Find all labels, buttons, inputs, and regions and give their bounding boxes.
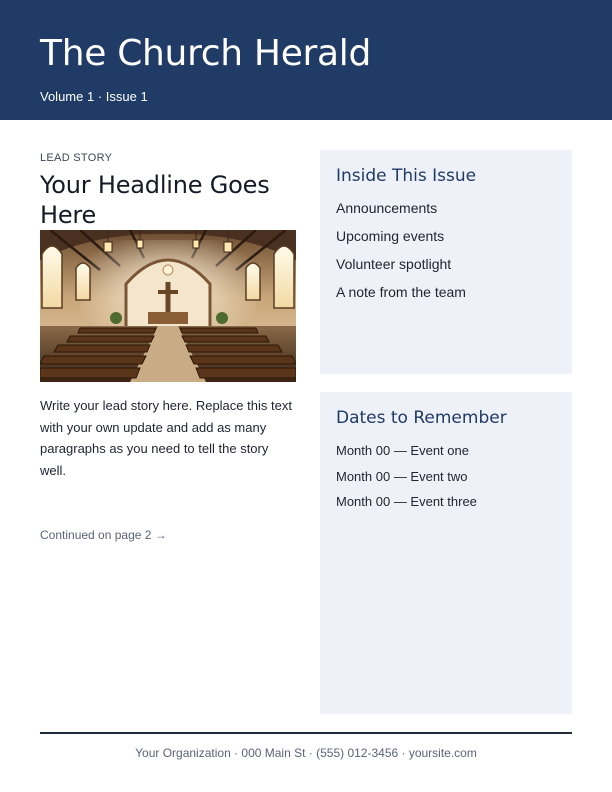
masthead (0, 0, 612, 120)
inside-this-issue-list (320, 194, 572, 306)
list-item: Announcements (336, 200, 438, 216)
list-item: Volunteer spotlight (336, 256, 452, 272)
dates-to-remember-panel (320, 392, 572, 714)
list-item: Month 00 — Event three (336, 494, 477, 509)
dates-to-remember-title: Dates to Remember (336, 408, 507, 428)
dates-list (320, 438, 572, 515)
list-item: A note from the team (336, 284, 466, 300)
lead-photo (40, 230, 296, 382)
inside-this-issue-title: Inside This Issue (336, 166, 477, 186)
issue-label: Volume 1 · Issue 1 (40, 89, 148, 104)
list-item: Upcoming events (336, 228, 445, 244)
rose-window (163, 265, 173, 275)
lead-story (40, 150, 296, 543)
lead-story-label: LEAD STORY (40, 152, 113, 164)
continued-link[interactable]: Continued on page 2 → (40, 528, 167, 542)
lead-body: Write your lead story here. Replace this text with your own update and add as many paragraphs as you need to tell the story well. (40, 398, 292, 478)
lead-headline: Your Headline Goes Here (40, 171, 270, 229)
footer-contact: Your Organization · 000 Main St · (555) 012-3456 · yoursite.com (135, 746, 477, 760)
list-item: Month 00 — Event one (336, 443, 469, 458)
altar (148, 312, 188, 324)
footer-divider (40, 732, 572, 734)
inside-this-issue-panel (320, 150, 572, 374)
newsletter-title: The Church Herald (40, 33, 372, 74)
list-item: Month 00 — Event two (336, 468, 468, 484)
